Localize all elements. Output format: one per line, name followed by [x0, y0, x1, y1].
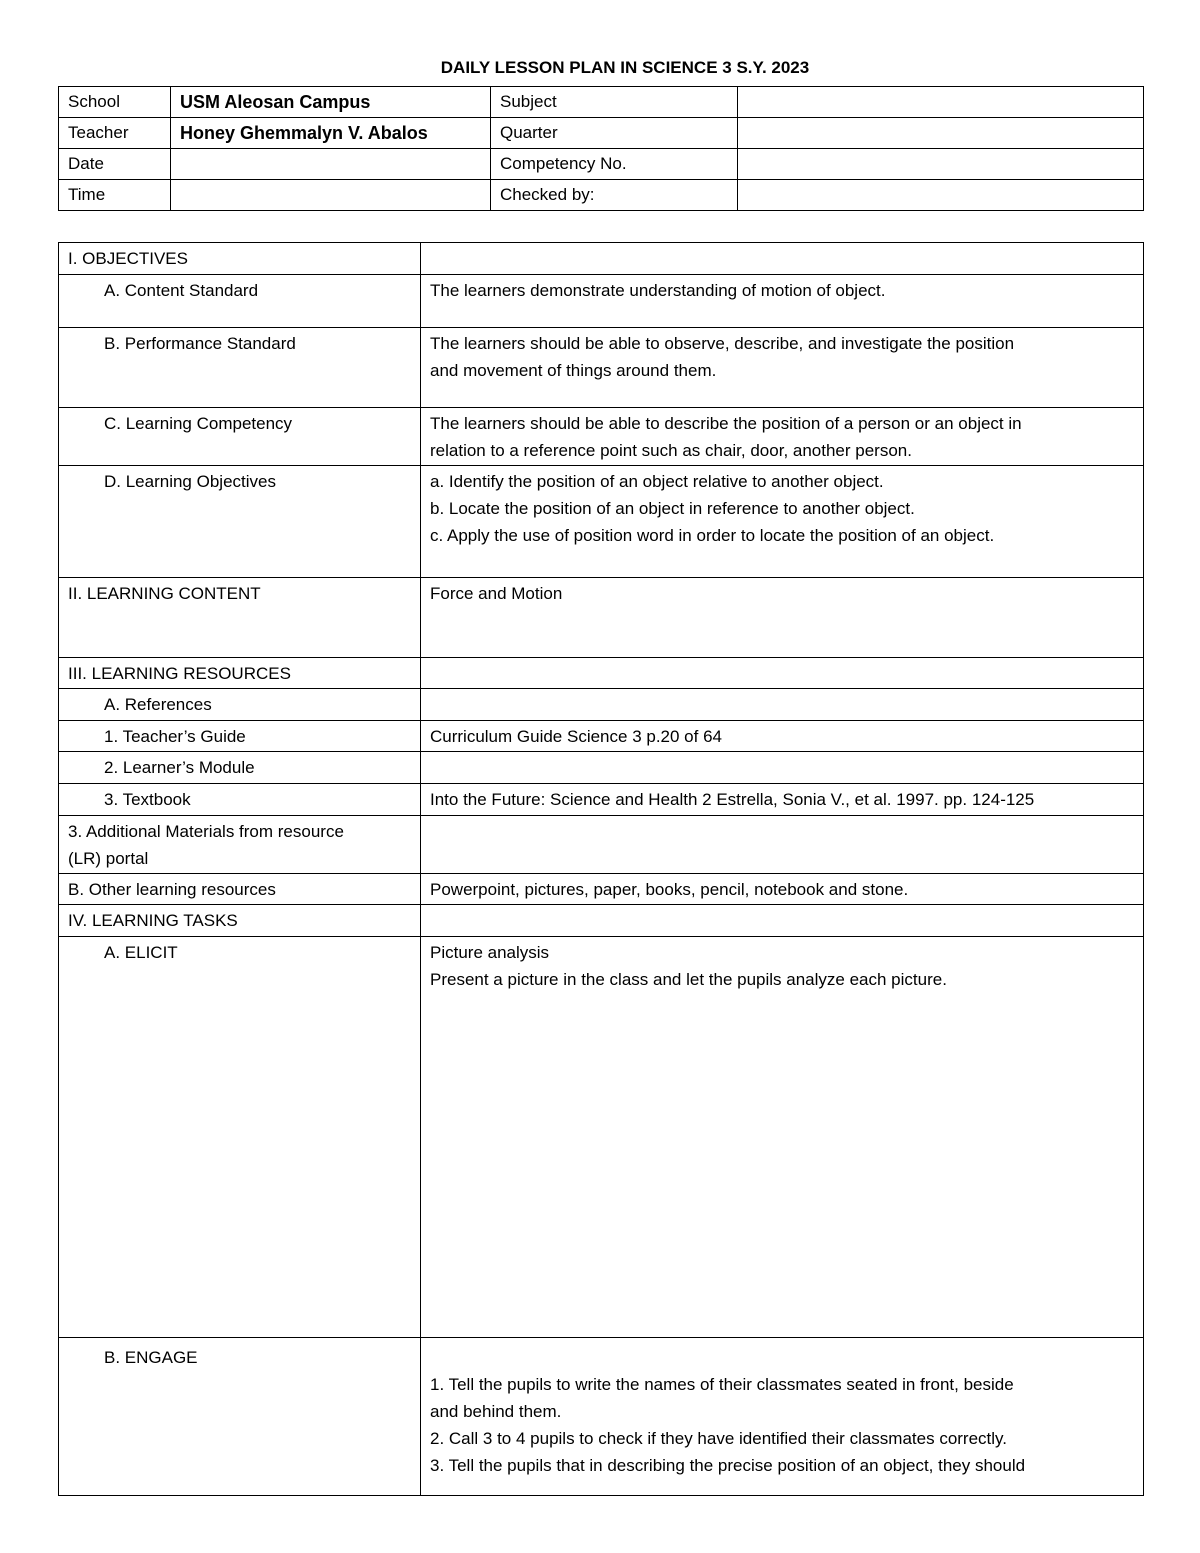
- elicit-row: [59, 937, 1144, 1338]
- elicit-value: [421, 937, 1144, 1338]
- date-value: [171, 149, 491, 180]
- objectives-heading: I. OBJECTIVES: [59, 243, 421, 275]
- competency-value: [738, 149, 1144, 180]
- teacher-value: Honey Ghemmalyn V. Abalos: [171, 118, 491, 149]
- lesson-plan-table: [58, 242, 1144, 1496]
- teachers-guide-row: [59, 721, 1144, 752]
- subject-value: [738, 87, 1144, 118]
- other-resources-label: B. Other learning resources: [59, 874, 421, 905]
- references-label: A. References: [59, 689, 421, 721]
- performance-standard-label: B. Performance Standard: [59, 328, 421, 408]
- learning-content-heading: II. LEARNING CONTENT: [59, 578, 421, 658]
- engage-line-1: 1. Tell the pupils to write the names of their classmates seated in front, beside: [430, 1375, 1014, 1394]
- learning-content-row: [59, 578, 1144, 658]
- elicit-line-1: Picture analysis: [430, 943, 550, 962]
- learning-competency-value: [421, 408, 1144, 466]
- learning-tasks-row: [59, 905, 1144, 937]
- performance-standard-line-2: and movement of things around them.: [430, 361, 717, 380]
- content-standard-label: A. Content Standard: [59, 275, 421, 328]
- engage-line-2: and behind them.: [430, 1402, 562, 1421]
- content-standard-row: [59, 275, 1144, 328]
- content-standard-value: The learners demonstrate understanding of motion of object.: [421, 275, 1144, 328]
- teacher-label: Teacher: [59, 118, 171, 149]
- header-row-school: [59, 87, 1144, 118]
- subject-label: Subject: [491, 87, 738, 118]
- performance-standard-row: [59, 328, 1144, 408]
- learning-objective-b: b. Locate the position of an object in reference to another object.: [430, 499, 915, 518]
- learners-module-value: [421, 752, 1144, 784]
- quarter-label: Quarter: [491, 118, 738, 149]
- textbook-label: 3. Textbook: [59, 784, 421, 816]
- elicit-line-2: Present a picture in the class and let the pupils analyze each picture.: [430, 970, 947, 989]
- learning-competency-line-1: The learners should be able to describe the position of a person or an object in: [430, 414, 1022, 433]
- engage-line-3: 2. Call 3 to 4 pupils to check if they have identified their classmates correctly.: [430, 1429, 1008, 1448]
- competency-label: Competency No.: [491, 149, 738, 180]
- learning-objectives-value: [421, 466, 1144, 578]
- additional-materials-label: [59, 816, 421, 874]
- header-row-teacher: [59, 118, 1144, 149]
- teachers-guide-label: 1. Teacher’s Guide: [59, 721, 421, 752]
- learning-competency-label: C. Learning Competency: [59, 408, 421, 466]
- objectives-row: [59, 243, 1144, 275]
- learning-objective-c: c. Apply the use of position word in order to locate the position of an object.: [430, 526, 995, 545]
- learning-resources-row: [59, 658, 1144, 689]
- learning-objectives-label: D. Learning Objectives: [59, 466, 421, 578]
- learners-module-label: 2. Learner’s Module: [59, 752, 421, 784]
- engage-row: [59, 1338, 1144, 1496]
- additional-materials-line-2: (LR) portal: [68, 849, 149, 868]
- engage-value: [421, 1338, 1144, 1496]
- header-row-time: [59, 180, 1144, 211]
- learning-competency-line-2: relation to a reference point such as chair, door, another person.: [430, 441, 912, 460]
- checked-value: [738, 180, 1144, 211]
- school-label: School: [59, 87, 171, 118]
- references-row: [59, 689, 1144, 721]
- learning-competency-row: [59, 408, 1144, 466]
- header-table: [58, 86, 1144, 211]
- teachers-guide-value: Curriculum Guide Science 3 p.20 of 64: [421, 721, 1144, 752]
- time-value: [171, 180, 491, 211]
- quarter-value: [738, 118, 1144, 149]
- learning-objectives-row: [59, 466, 1144, 578]
- school-value: USM Aleosan Campus: [171, 87, 491, 118]
- additional-materials-line-1: 3. Additional Materials from resource: [68, 822, 344, 841]
- page-title: DAILY LESSON PLAN IN SCIENCE 3 S.Y. 2023: [440, 58, 810, 77]
- other-resources-row: [59, 874, 1144, 905]
- learning-resources-heading: III. LEARNING RESOURCES: [59, 658, 421, 689]
- performance-standard-line-1: The learners should be able to observe, describe, and investigate the position: [430, 334, 1015, 353]
- learning-objective-a: a. Identify the position of an object relative to another object.: [430, 472, 884, 491]
- additional-materials-value: [421, 816, 1144, 874]
- other-resources-value: Powerpoint, pictures, paper, books, pencil, notebook and stone.: [421, 874, 1144, 905]
- checked-label: Checked by:: [491, 180, 738, 211]
- additional-materials-row: [59, 816, 1144, 874]
- learners-module-row: [59, 752, 1144, 784]
- time-label: Time: [59, 180, 171, 211]
- learning-tasks-heading: IV. LEARNING TASKS: [59, 905, 421, 937]
- elicit-label: A. ELICIT: [59, 937, 421, 1338]
- learning-content-value: Force and Motion: [421, 578, 1144, 658]
- engage-label: B. ENGAGE: [59, 1338, 421, 1496]
- performance-standard-value: [421, 328, 1144, 408]
- header-row-date: [59, 149, 1144, 180]
- engage-line-4: 3. Tell the pupils that in describing the precise position of an object, they should: [430, 1456, 1026, 1475]
- date-label: Date: [59, 149, 171, 180]
- textbook-value: Into the Future: Science and Health 2 Estrella, Sonia V., et al. 1997. pp. 124-125: [421, 784, 1144, 816]
- textbook-row: [59, 784, 1144, 816]
